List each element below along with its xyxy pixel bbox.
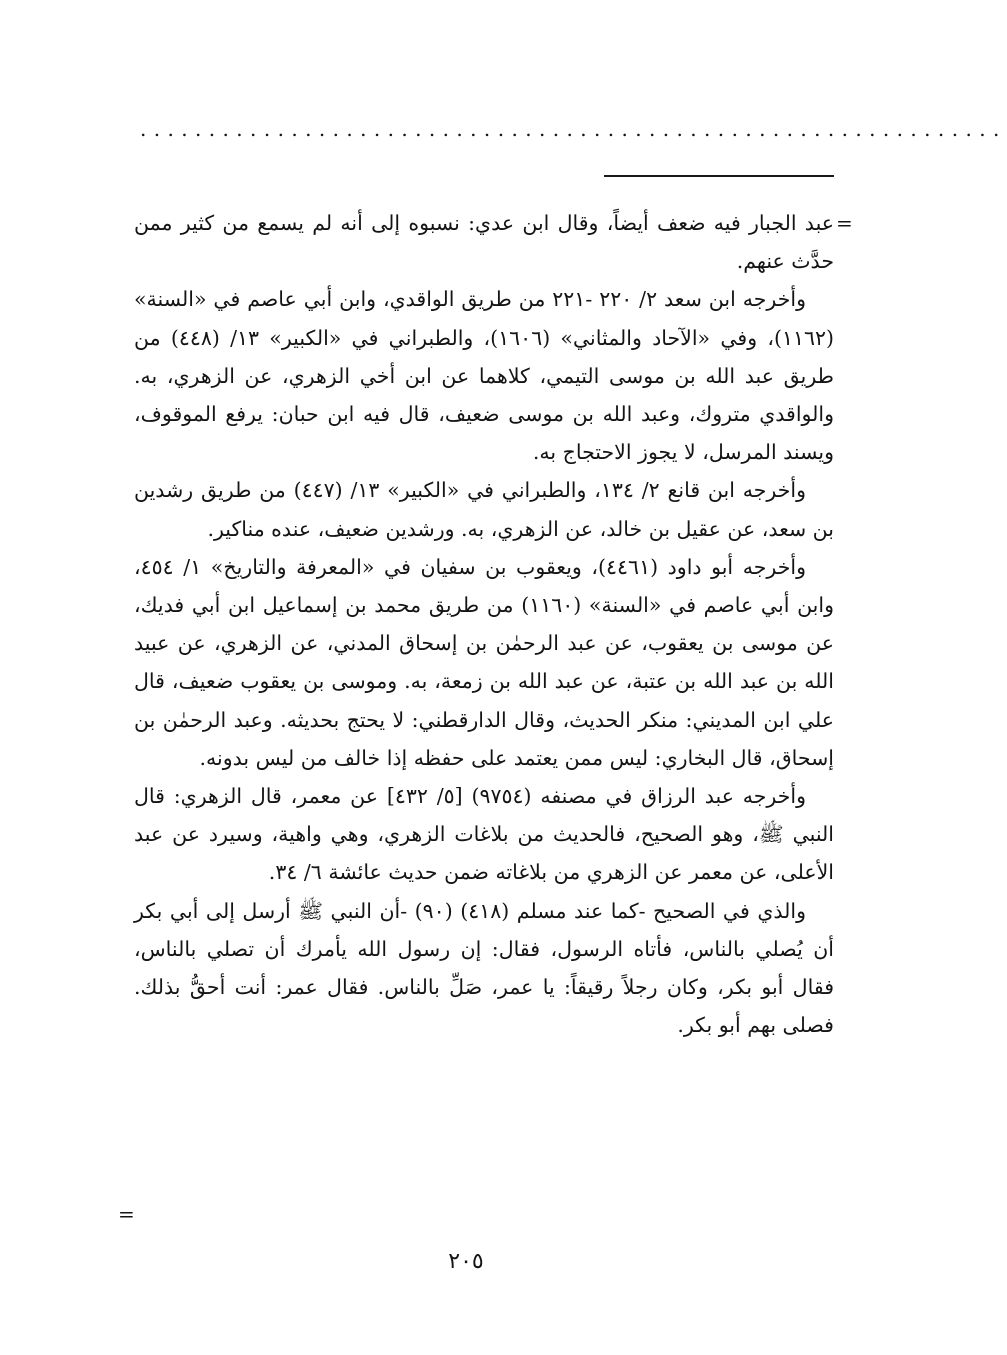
footnote-paragraph-5: وأخرجه عبد الرزاق في مصنفه (٩٧٥٤) [٥/ ٤٣٢] عن معمر، قال الزهري: قال النبي ﷺ، وهو الصحيح، فالحديث من بلاغات الزهري، وهي واهية، وسيرد عن عبد الأعلى، عن معمر عن الزهري من بلاغاته ضمن حديث عائشة ٦/ ٣٤. (134, 784, 834, 885)
footnote-paragraph-3: وأخرجه ابن قانع ٢/ ١٣٤، والطبراني في «الكبير» ١٣/ (٤٤٧) من طريق رشدين بن سعد، عن عقيل بن خالد، عن الزهري، به. ورشدين ضعيف، عنده مناكير. (134, 478, 834, 541)
footnote-separator (604, 175, 834, 177)
trailing-continuation-mark: = (118, 1202, 135, 1226)
page-number: ٢٠٥ (448, 1249, 484, 1274)
continuation-mark: = (836, 211, 853, 235)
footnote-paragraph-2: وأخرجه ابن سعد ٢/ ٢٢٠ -٢٢١ من طريق الواقدي، وابن أبي عاصم في «السنة» (١١٦٢)، وفي «الآحاد والمثاني» (١٦٠٦)، والطبراني في «الكبير» ١٣/ (٤٤٨) من طريق عبد الله بن موسى التيمي، كلاهما عن ابن أخي الزهري، عن الزهري، به. والواقدي متروك، وعبد الله بن موسى ضعيف، قال فيه ابن حبان: يرفع الموقوف، ويسند المرسل، لا يجوز الاحتجاج به. (134, 287, 835, 465)
footnote-body (134, 204, 834, 1044)
footnote-paragraph-1: عبد الجبار فيه ضعف أيضاً، وقال ابن عدي: نسبوه إلى أنه لم يسمع من كثير ممن حدَّث عنهم. (134, 211, 834, 274)
footnote-paragraph-4: وأخرجه أبو داود (٤٤٦١)، ويعقوب بن سفيان في «المعرفة والتاريخ» ١/ ٤٥٤، وابن أبي عاصم في «السنة» (١١٦٠) من طريق محمد بن إسماعيل ابن أبي فديك، عن موسى بن يعقوب، عن عبد الرحمٰن بن إسحاق المدني، عن الزهري، عن عبيد الله بن عبد الله بن عتبة، عن عبد الله بن زمعة، به. وموسى بن يعقوب ضعيف، قال علي ابن المديني: منكر الحديث، وقال الدارقطني: لا يحتج بحديثه. وعبد الرحمٰن بن إسحاق، قال البخاري: ليس ممن يعتمد على حفظه إذا خالف من ليس بدونه. (134, 554, 834, 770)
header-dotted-rule: ............................................................... (140, 117, 1007, 141)
footnote-paragraph-6: والذي في الصحيح -كما عند مسلم (٤١٨) (٩٠) -أن النبي ﷺ أرسل إلى أبي بكر أن يُصلي بالناس، فأتاه الرسول، فقال: إن رسول الله يأمرك أن تصلي بالناس، فقال أبو بكر، وكان رجلاً رقيقاً: يا عمر، صَلِّ بالناس. فقال عمر: أنت أحقُّ بذلك. فصلى بهم أبو بكر. (134, 898, 834, 1038)
